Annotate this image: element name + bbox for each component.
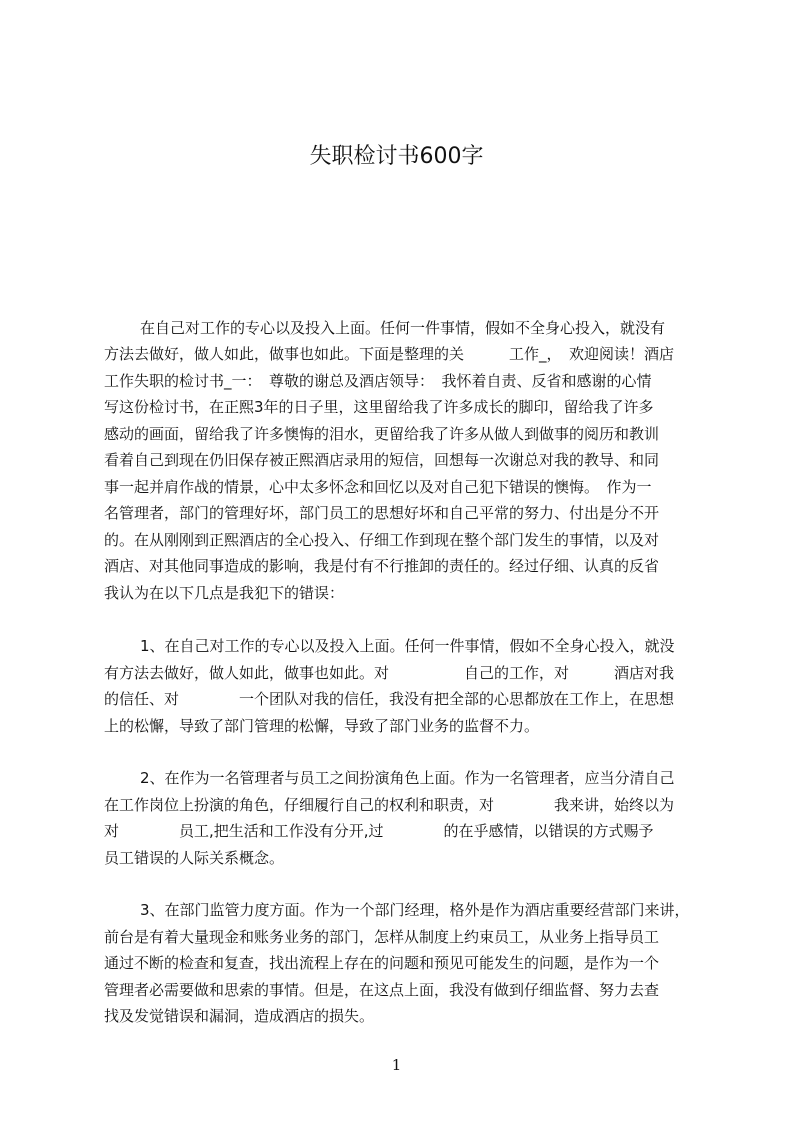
text-line: 管理者必需要做和思索的事情。但是，在这点上面，我没有做到仔细监督、努力去查 [104,981,660,999]
text-line: 2、在作为一名管理者与员工之间扮演角色上面。作为一名管理者，应当分清自己 [140,769,675,787]
page-number: 1 [391,1056,402,1074]
text-line: 工作失职的检讨书_一： 尊敬的谢总及酒店领导： 我怀着自责、反省和感谢的心情 [104,372,652,390]
text-line: 酒店、对其他同事造成的影响，我是付有不行推卸的责任的。经过仔细、认真的反省 [104,557,660,575]
text-line: 的信任、对 一个团队对我的信任，我没有把全部的心思都放在工作上，在思想 [104,690,675,708]
text-line: 找及发觉错误和漏洞，造成酒店的损失。 [104,1007,375,1025]
text-line: 名管理者，部门的管理好坏，部门员工的思想好坏和自己平常的努力、付出是分不开 [104,504,660,522]
text-line: 前台是有着大量现金和账务业务的部门，怎样从制度上约束员工，从业务上指导员工 [104,928,660,946]
text-line: 方法去做好，做人如此，做事也如此。下面是整理的关 工作_， 欢迎阅读！酒店 [104,345,675,363]
text-line: 看着自己到现在仍旧保存被正熙酒店录用的短信，回想每一次谢总对我的教导、和同 [104,451,660,469]
text-line: 对 员工,把生活和工作没有分开,过 的在乎感情，以错误的方式赐予 [104,822,654,840]
text-line: 上的松懈，导致了部门管理的松懈，导致了部门业务的监督不力。 [104,717,540,735]
text-line: 我认为在以下几点是我犯下的错误： [104,584,345,602]
text-line: 1、在自己对工作的专心以及投入上面。任何一件事情，假如不全身心投入，就没 [140,637,675,655]
text-line: 员工错误的人际关系概念。 [104,849,285,867]
text-line: 感动的画面，留给我了许多懊悔的泪水，更留给我了许多从做人到做事的阅历和教训 [104,425,660,443]
text-line: 写这份检讨书，在正熙3年的日子里，这里留给我了许多成长的脚印，留给我了许多 [104,398,654,416]
text-line: 通过不断的检查和复查，找出流程上存在的问题和预见可能发生的问题，是作为一个 [104,954,660,972]
text-line: 事一起并肩作战的情景，心中太多怀念和回忆以及对自己犯下错误的懊悔。 作为一 [104,478,652,496]
text-line: 在自己对工作的专心以及投入上面。任何一件事情，假如不全身心投入，就没有 [140,319,666,337]
text-line: 的。在从刚刚到正熙酒店的全心投入、仔细工作到现在整个部门发生的事情，以及对 [104,531,660,549]
text-line: 3、在部门监管力度方面。作为一个部门经理，格外是作为酒店重要经营部门来讲， [140,901,690,919]
document-title: 失职检讨书600字 [309,144,484,169]
text-line: 有方法去做好，做人如此，做事也如此。对 自己的工作，对 酒店对我 [104,664,675,682]
text-line: 在工作岗位上扮演的角色，仔细履行自己的权利和职责，对 我来讲，始终以为 [104,796,675,814]
